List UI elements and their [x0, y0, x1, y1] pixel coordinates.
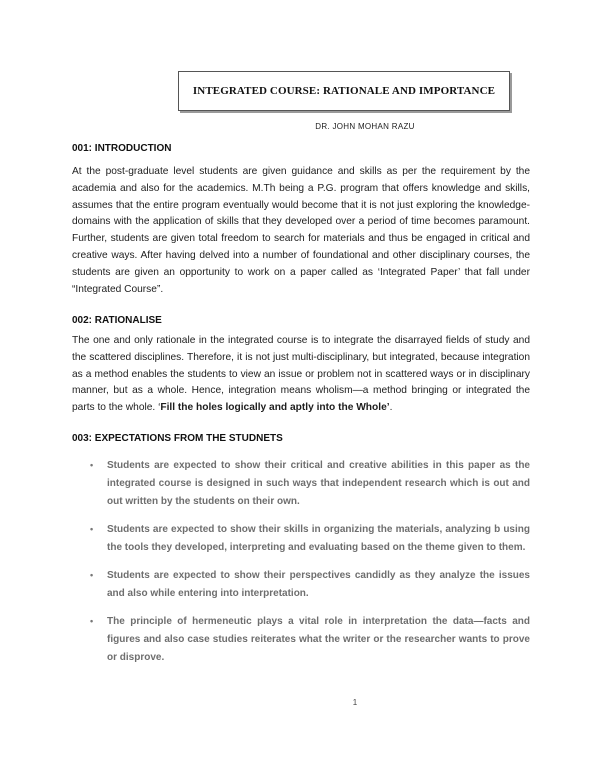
list-item-text: Students are expected to show their skills in organizing the materials, analyzing b using the tools they developed, interpreting and evaluating based on the theme given to them.: [107, 523, 530, 553]
list-item: [90, 567, 530, 603]
rationalise-body: The one and only rationale in the integrated course is to integrate the disarrayed fields of study and the scattered disciplines. Therefore, it is not just multi-disciplinary, but integrated, because integration as a method enables the students to view an issue or problem not in scattered ways or in disciplinary manner, but as a whole. Hence, integration means wholism—a method bringing or integrated the parts to the whole. ‘: [72, 335, 530, 414]
list-item: [90, 457, 530, 510]
bullet-icon: •: [90, 569, 94, 580]
rationalise-end: .: [389, 402, 393, 414]
list-item-text: The principle of hermeneutic plays a vital role in interpretation the data—facts and figures and also case studies reiterates what the writer or the researcher wants to prove or disprove.: [107, 616, 530, 663]
document-title: INTEGRATED COURSE: RATIONALE AND IMPORTANCE: [192, 85, 496, 97]
section-heading-introduction: 001: INTRODUCTION: [72, 143, 172, 154]
list-item: [90, 613, 530, 666]
section-heading-expectations: 003: EXPECTATIONS FROM THE STUDNETS: [72, 433, 283, 444]
section-heading-rationalise: 002: RATIONALISE: [72, 315, 162, 326]
rationalise-emphasis: Fill the holes logically and aptly into the Whole’: [160, 402, 390, 414]
page-number: 1: [352, 698, 358, 707]
author-name: DR. JOHN MOHAN RAZU: [315, 122, 415, 131]
list-item-text: Students are expected to show their critical and creative abilities in this paper as the integrated course is designed in such ways that independent research which is out and out written by the students on their own.: [107, 460, 530, 507]
introduction-paragraph: At the post-graduate level students are given guidance and skills as per the requirement by the academia and also for the academics. M.Th being a P.G. program that offers knowledge and skills, assumes that the entire program eventually would become that it is not just exploring the knowledge-domains with the application of skills that they developed over a period of time becomes paramount. Further, students are given total freedom to search for materials and thus be engaged in critical and creative ways. After having delved into a number of foundational and other disciplinary courses, the students are given an opportunity to work on a paper called as ‘Integrated Paper’ that fall under “Integrated Course”.: [72, 166, 530, 295]
list-item-text: Students are expected to show their perspectives candidly as they analyze the issues and also while entering into interpretation.: [107, 569, 530, 599]
expectations-list: [90, 457, 530, 677]
bullet-icon: •: [90, 523, 94, 534]
rationalise-paragraph: [72, 333, 530, 417]
bullet-icon: •: [90, 460, 94, 470]
list-item: [90, 521, 530, 557]
title-box: [178, 71, 510, 111]
bullet-icon: •: [90, 616, 94, 627]
